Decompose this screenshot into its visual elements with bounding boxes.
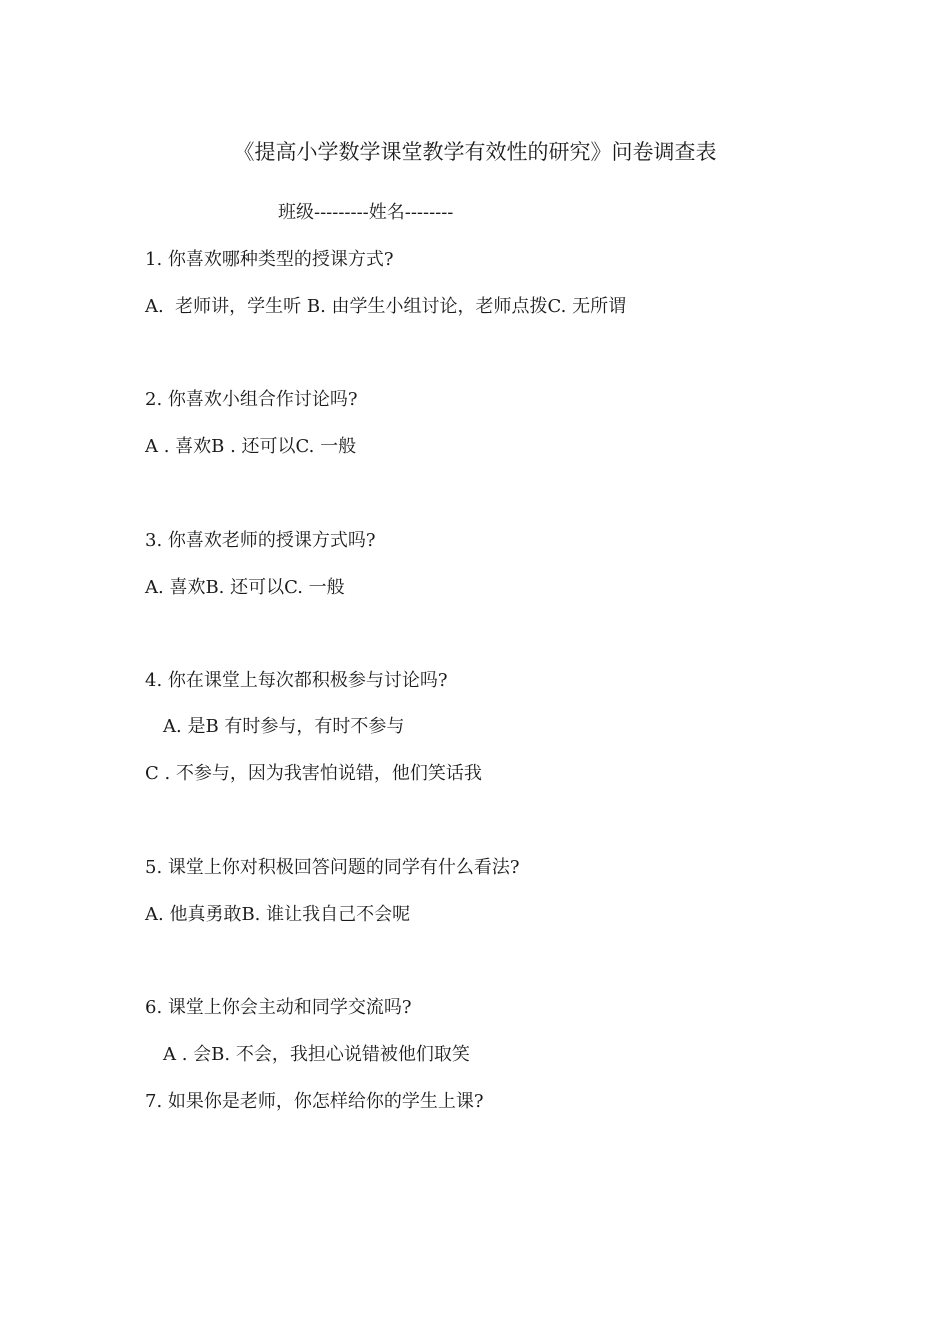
question-2-options: A . 喜欢B . 还可以C. 一般 [145, 436, 357, 457]
question-5-options: A. 他真勇敢B. 谁让我自己不会呢 [145, 904, 411, 925]
question-4: 4. 你在课堂上每次都积极参与讨论吗? [145, 670, 448, 691]
question-4-option-c: C . 不参与，因为我害怕说错，他们笑话我 [145, 763, 482, 784]
question-6-options: A . 会B. 不会，我担心说错被他们取笑 [163, 1044, 470, 1065]
question-4-options-ab: A. 是B 有时参与，有时不参与 [163, 716, 405, 737]
question-1: 1. 你喜欢哪种类型的授课方式? [145, 249, 394, 270]
question-1-options: A. 老师讲，学生听 B. 由学生小组讨论，老师点拨C. 无所谓 [145, 296, 627, 317]
question-5: 5. 课堂上你对积极回答问题的同学有什么看法? [145, 857, 520, 878]
question-3-options: A. 喜欢B. 还可以C. 一般 [145, 577, 345, 598]
document-title: 《提高小学数学课堂教学有效性的研究》问卷调查表 [233, 140, 717, 164]
class-name-fields: 班级---------姓名-------- [278, 202, 454, 223]
question-2: 2. 你喜欢小组合作讨论吗? [145, 389, 358, 410]
question-3: 3. 你喜欢老师的授课方式吗? [145, 530, 376, 551]
question-6: 6. 课堂上你会主动和同学交流吗? [145, 997, 412, 1018]
question-7: 7. 如果你是老师，你怎样给你的学生上课? [145, 1091, 484, 1112]
